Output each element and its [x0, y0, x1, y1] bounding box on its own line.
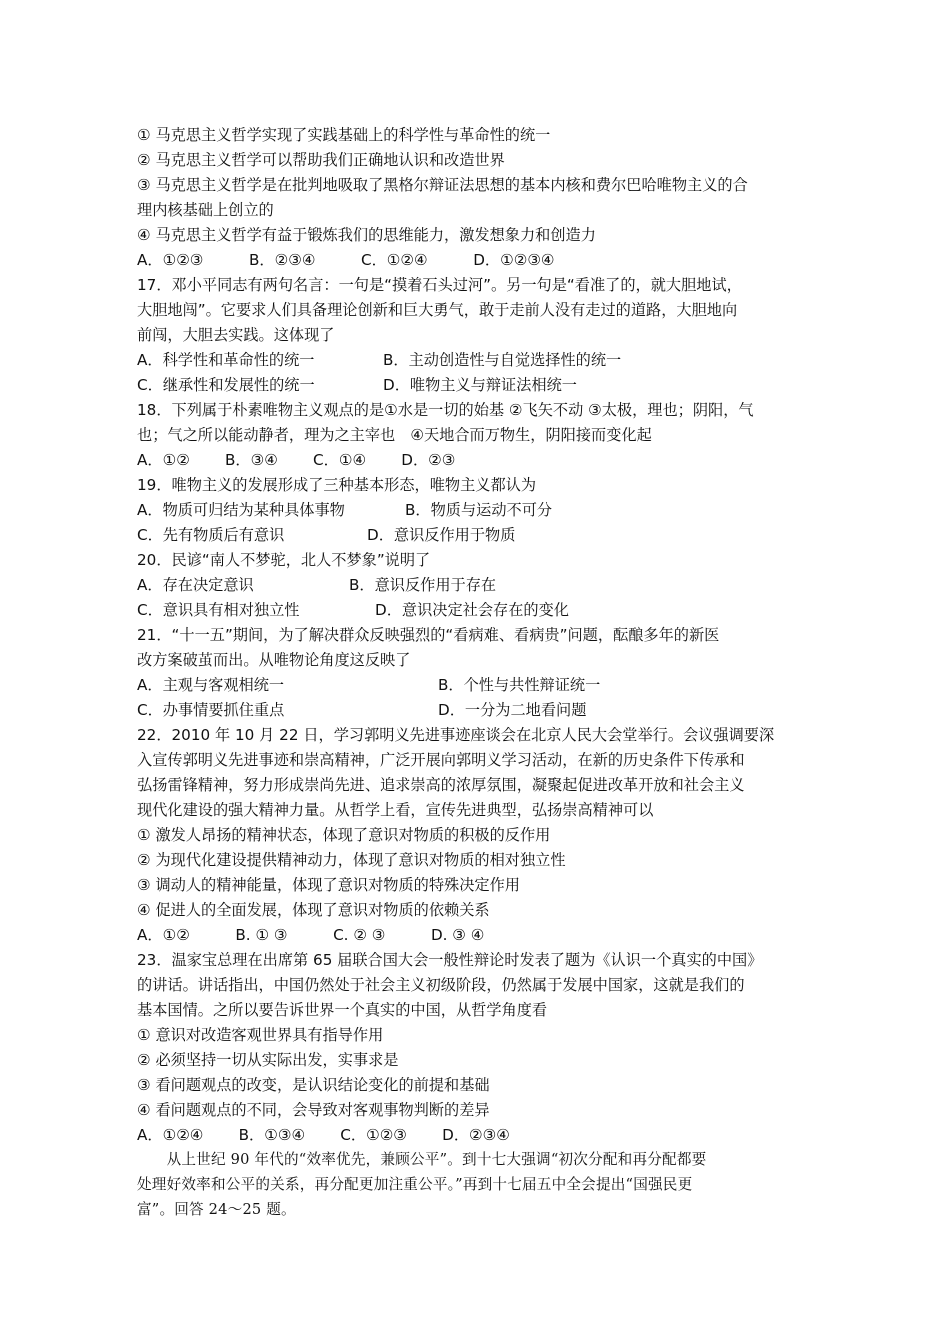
statement-4: ④ 马克思主义哲学有益于锻炼我们的思维能力，激发想象力和创造力: [137, 226, 596, 244]
q23-stem-cont: 基本国情。之所以要告诉世界一个真实的中国，从哲学角度看: [137, 1001, 548, 1019]
q22-statement-3: ③ 调动人的精神能量，体现了意识对物质的特殊决定作用: [137, 876, 520, 894]
q17-option-b: B．主动创造性与自觉选择性的统一: [383, 351, 622, 369]
q23-statement-3: ③ 看问题观点的改变，是认识结论变化的前提和基础: [137, 1076, 490, 1094]
q22-stem-cont: 弘扬雷锋精神，努力形成崇尚先进、追求崇高的浓厚氛围，凝聚起促进改革开放和社会主义: [137, 776, 745, 794]
q18-stem-cont: 也；气之所以能动静者，理为之主宰也 ④天地合而万物生，阴阳接而变化起: [137, 426, 652, 444]
statement-3: ③ 马克思主义哲学是在批判地吸取了黑格尔辩证法思想的基本内核和费尔巴哈唯物主义的合: [137, 176, 748, 194]
q22-statement-2: ② 为现代化建设提供精神动力，体现了意识对物质的相对独立性: [137, 851, 566, 869]
q23-statement-1: ① 意识对改造客观世界具有指导作用: [137, 1026, 384, 1044]
q19-option-a: A．物质可归结为某种具体事物: [137, 501, 345, 519]
q22-statement-1: ① 激发人昂扬的精神状态，体现了意识对物质的积极的反作用: [137, 826, 551, 844]
q17-stem-cont: 大胆地闯”。它要求人们具备理论创新和巨大勇气，敢于走前人没有走过的道路，大胆地向: [137, 301, 738, 319]
statement-2: ② 马克思主义哲学可以帮助我们正确地认识和改造世界: [137, 151, 505, 169]
q21-option-c: C．办事情要抓住重点: [137, 701, 285, 719]
q19-option-b: B．物质与运动不可分: [405, 501, 553, 519]
q24-25-intro: 从上世纪 90 年代的“效率优先，兼顾公平”。到十七大强调“初次分配和再分配都要: [137, 1151, 707, 1168]
q16-options: A．①②③ B．②③④ C．①②④ D．①②③④: [137, 251, 555, 269]
q21-option-d: D．一分为二地看问题: [438, 701, 587, 719]
q23-stem: 23．温家宝总理在出席第 65 届联合国大会一般性辩论时发表了题为《认识一个真实的中国》: [137, 951, 763, 969]
q19-option-c: C．先有物质后有意识: [137, 526, 285, 544]
q19-option-d: D．意识反作用于物质: [367, 526, 516, 544]
q23-stem-cont: 的讲话。讲话指出，中国仍然处于社会主义初级阶段，仍然属于发展中国家，这就是我们的: [137, 976, 745, 994]
q18-options: A．①② B．③④ C．①④ D．②③: [137, 451, 456, 469]
q21-option-b: B．个性与共性辩证统一: [438, 676, 601, 694]
q20-stem: 20．民谚“南人不梦驼，北人不梦象”说明了: [137, 551, 431, 569]
q20-option-a: A．存在决定意识: [137, 576, 254, 594]
q17-stem-cont: 前闯，大胆去实践。这体现了: [137, 326, 335, 344]
q17-option-a: A．科学性和革命性的统一: [137, 351, 315, 369]
q23-statement-2: ② 必须坚持一切从实际出发，实事求是: [137, 1051, 399, 1069]
q22-stem-cont: 现代化建设的强大精神力量。从哲学上看，宣传先进典型，弘扬崇高精神可以: [137, 801, 654, 819]
q21-option-a: A．主观与客观相统一: [137, 676, 285, 694]
q21-stem-cont: 改方案破茧而出。从唯物论角度这反映了: [137, 651, 411, 669]
q23-statement-4: ④ 看问题观点的不同，会导致对客观事物判断的差异: [137, 1101, 490, 1119]
q22-statement-4: ④ 促进人的全面发展，体现了意识对物质的依赖关系: [137, 901, 490, 919]
q24-25-intro-cont: 处理好效率和公平的关系，再分配更加注重公平。”再到十七届五中全会提出“国强民更: [137, 1176, 693, 1193]
statement-1: ① 马克思主义哲学实现了实践基础上的科学性与革命性的统一: [137, 126, 551, 144]
statement-3-cont: 理内核基础上创立的: [137, 201, 274, 219]
q20-option-c: C．意识具有相对独立性: [137, 601, 300, 619]
q21-stem: 21．“十一五”期间，为了解决群众反映强烈的“看病难、看病贵”问题，酝酿多年的新医: [137, 626, 720, 644]
q22-stem-cont: 入宣传郭明义先进事迹和崇高精神，广泛开展向郭明义学习活动，在新的历史条件下传承和: [137, 751, 745, 769]
q20-option-d: D．意识决定社会存在的变化: [375, 601, 569, 619]
q17-option-d: D．唯物主义与辩证法相统一: [383, 376, 577, 394]
q18-stem: 18．下列属于朴素唯物主义观点的是①水是一切的始基 ②飞矢不动 ③太极，理也；阴阳，气: [137, 401, 754, 419]
q24-25-intro-cont: 富”。回答 24～25 题。: [137, 1201, 296, 1218]
q17-stem: 17．邓小平同志有两句名言：一句是“摸着石头过河”。另一句是“看准了的，就大胆地试，: [137, 276, 742, 294]
q20-option-b: B．意识反作用于存在: [349, 576, 497, 594]
q22-stem: 22．2010 年 10 月 22 日，学习郭明义先进事迹座谈会在北京人民大会堂举行。会议强调要深: [137, 726, 775, 744]
q19-stem: 19．唯物主义的发展形成了三种基本形态，唯物主义都认为: [137, 476, 537, 494]
q17-option-c: C．继承性和发展性的统一: [137, 376, 315, 394]
q22-options: A．①② B. ① ③ C. ② ③ D. ③ ④: [137, 926, 485, 944]
q23-options: A．①②④ B．①③④ C．①②③ D．②③④: [137, 1126, 510, 1144]
